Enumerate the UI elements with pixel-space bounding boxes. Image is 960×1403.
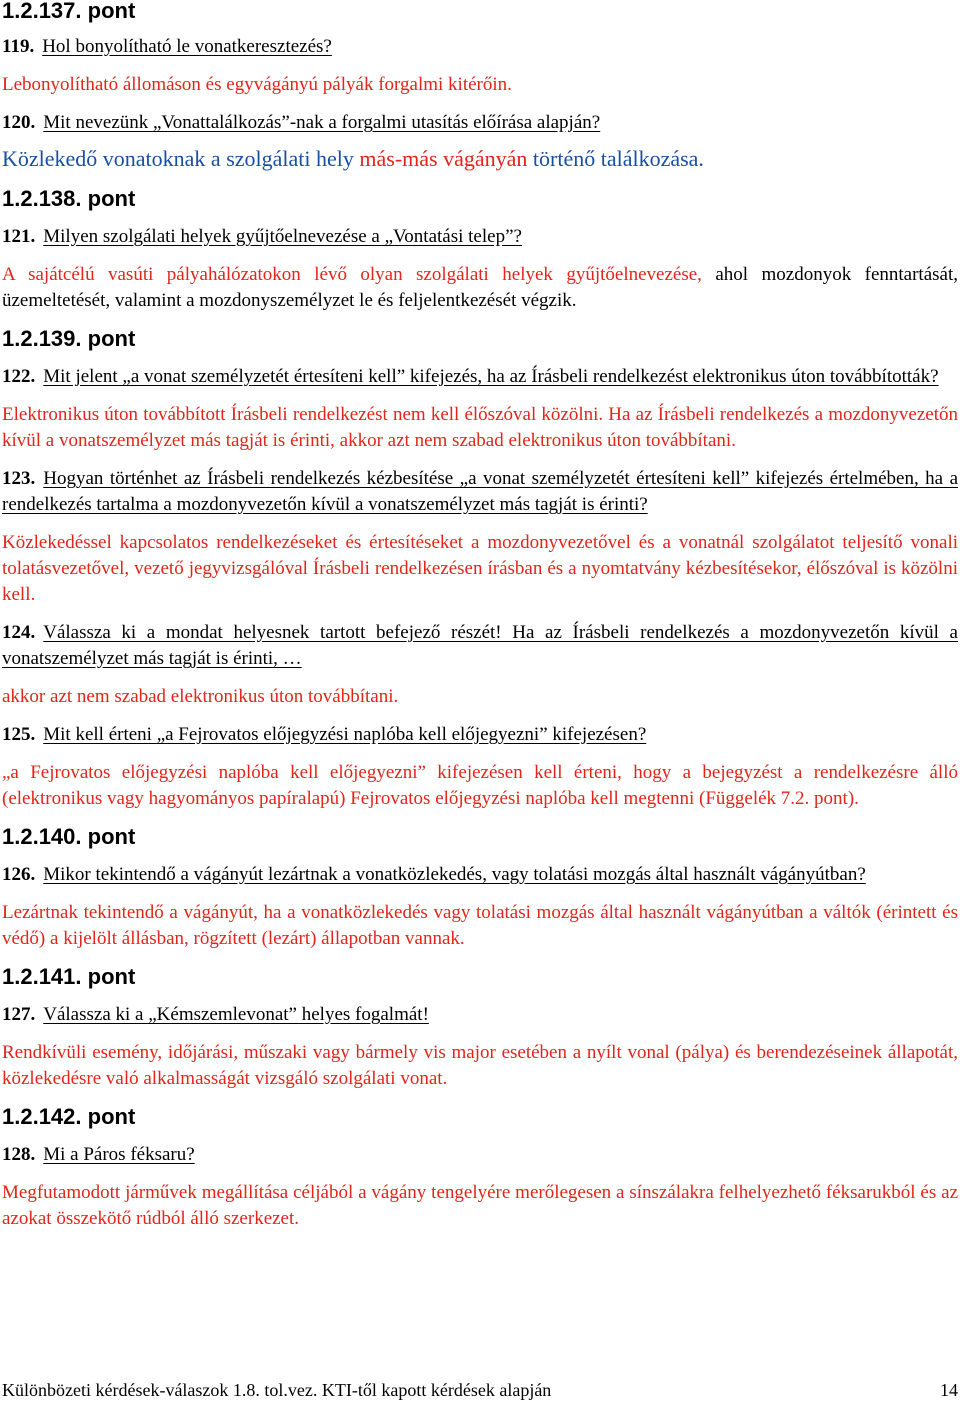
section-heading: 1.2.137. pont [2,0,136,23]
question-number: 125. [2,724,36,745]
question-126 [2,862,958,888]
answer-122: Elektronikus úton továbbított Írásbeli rendelkezést nem kell élőszóval közölni. Ha az Írásbeli rendelkezés a mozdonyvezetőn kívül a vonatszemélyzet más tagját is érinti, akkor azt nem szabad elektronikus úton továbbítani. [2,404,958,451]
document-page [2,0,958,1232]
question-text: Mit nevezünk „Vonattalálkozás”-nak a forgalmi utasítás előírása alapján? [43,112,601,133]
question-119 [2,34,958,60]
answer-124: akkor azt nem szabad elektronikus úton továbbítani. [2,686,399,707]
section-heading: 1.2.140. pont [2,824,136,849]
question-128 [2,1142,958,1168]
answer-part: Közlekedő vonatoknak a szolgálati hely [2,146,360,171]
answer-highlight: más-más vágányán [359,146,528,171]
question-text: Mikor tekintendő a vágányút lezártnak a vonatközlekedés, vagy tolatási mozgás által használt vágányútban? [43,864,866,885]
question-number: 124. [2,622,36,643]
section-heading: 1.2.141. pont [2,964,136,989]
answer-part: ahol mozdonyok fenntartását, üzemeltetését, valamint a mozdonyszemélyzet le és feljelentkezését végzik. [2,264,958,311]
page-footer [2,1378,958,1402]
section-heading: 1.2.139. pont [2,326,136,351]
question-125 [2,722,958,748]
question-text: Hogyan történhet az Írásbeli rendelkezés kézbesítése „a vonat személyzetét értesíteni kell” kifejezés értelmében, ha a rendelkezés tartalma a mozdonyvezetőn kívül a vonatszemélyzet más tagját is érinti? [2,468,958,515]
question-120 [2,110,958,136]
answer-125: „a Fejrovatos előjegyzési naplóba kell előjegyezni” kifejezésen kell érteni, hogy a bejegyzést a rendelkezésre álló (elektronikus vagy hagyományos papíralapú) Fejrovatos előjegyzési naplóba kell megtenni (Függelék 7.2. pont). [2,762,958,809]
question-122 [2,364,958,390]
question-123 [2,466,958,518]
answer-120 [2,144,958,174]
section-heading: 1.2.138. pont [2,186,136,211]
answer-126: Lezártnak tekintendő a vágányút, ha a vonatközlekedés vagy tolatási mozgás által használt vágányútban a váltók (érintett és védő) a kijelölt állásban, rögzített (lezárt) állapotban vannak. [2,902,958,949]
question-number: 128. [2,1144,36,1165]
question-number: 122. [2,366,36,387]
question-121 [2,224,958,250]
answer-127: Rendkívüli esemény, időjárási, műszaki vagy bármely vis major esetében a nyílt vonal (pálya) és berendezéseinek állapotát, közlekedésre való alkalmasságát vizsgáló szolgálati vonat. [2,1042,958,1089]
question-number: 127. [2,1004,36,1025]
question-124 [2,620,958,672]
question-text: Mi a Páros féksaru? [43,1144,195,1165]
question-text: Milyen szolgálati helyek gyűjtőelnevezése a „Vontatási telep”? [43,226,522,247]
question-text: Mit kell érteni „a Fejrovatos előjegyzési naplóba kell előjegyezni” kifejezésen? [43,724,647,745]
answer-121 [2,262,958,314]
question-number: 126. [2,864,36,885]
question-text: Válassza ki a „Kémszemlevonat” helyes fogalmát! [43,1004,429,1025]
question-number: 120. [2,112,36,133]
question-number: 123. [2,468,36,489]
question-text: Mit jelent „a vonat személyzetét értesíteni kell” kifejezés, ha az Írásbeli rendelkezést elektronikus úton továbbították? [43,366,939,387]
section-heading: 1.2.142. pont [2,1104,136,1129]
answer-123: Közlekedéssel kapcsolatos rendelkezéseket és értesítéseket a mozdonyvezetővel és a vonatnál szolgálatot teljesítő vonali tolatásvezetővel, vezető jegyvizsgálóval Írásbeli rendelkezésen írásban és a nyomtatvány kézbesítésekor, élőszóval is közölni kell. [2,532,958,605]
answer-part: A sajátcélú vasúti pályahálózatokon lévő olyan szolgálati helyek gyűjtőelnevezése, [2,264,702,285]
answer-part: történő találkozása. [527,146,704,171]
page-number: 14 [940,1380,958,1400]
answer-119: Lebonyolítható állomáson és egyvágányú pályák forgalmi kitérőin. [2,74,512,95]
question-127 [2,1002,958,1028]
question-text: Válassza ki a mondat helyesnek tartott befejező részét! Ha az Írásbeli rendelkezés a mozdonyvezetőn kívül a vonatszemélyzet más tagját is érinti, … [2,622,958,669]
question-text: Hol bonyolítható le vonatkeresztezés? [42,36,332,57]
question-number: 119. [2,36,35,57]
question-number: 121. [2,226,36,247]
answer-128: Megfutamodott járművek megállítása céljából a vágány tengelyére merőlegesen a sínszálakra felhelyezhető féksarukból és az azokat összekötő rúdból álló szerkezet. [2,1182,958,1229]
footer-text: Különbözeti kérdések-válaszok 1.8. tol.vez. KTI-től kapott kérdések alapján [2,1380,552,1400]
